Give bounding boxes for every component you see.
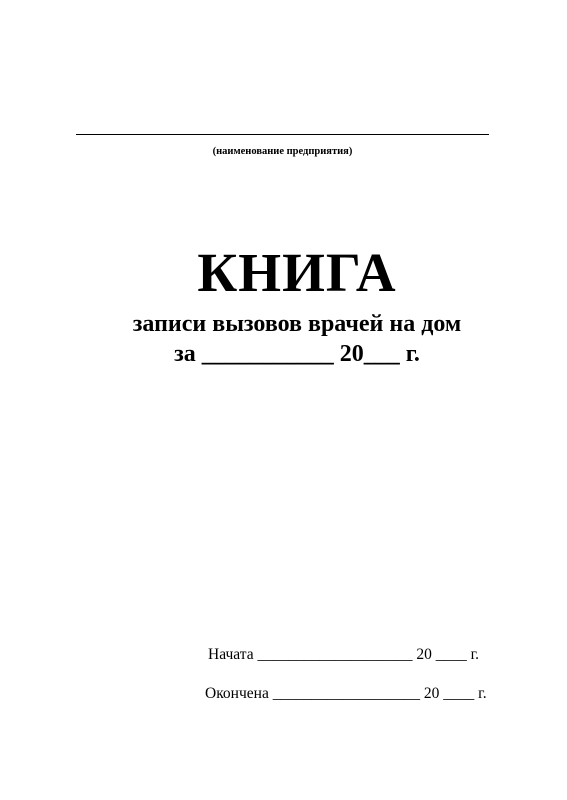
end-date-row: Окончена ___________________ 20 ____ г. — [205, 685, 487, 702]
book-subtitle: записи вызовов врачей на дом — [132, 311, 462, 337]
organization-caption: (наименование предприятия) — [212, 146, 353, 157]
book-period: за ___________ 20___ г. — [174, 341, 420, 367]
organization-name-line — [76, 134, 489, 135]
start-date-row: Начата ____________________ 20 ____ г. — [208, 646, 480, 663]
book-title: КНИГА — [197, 242, 397, 303]
